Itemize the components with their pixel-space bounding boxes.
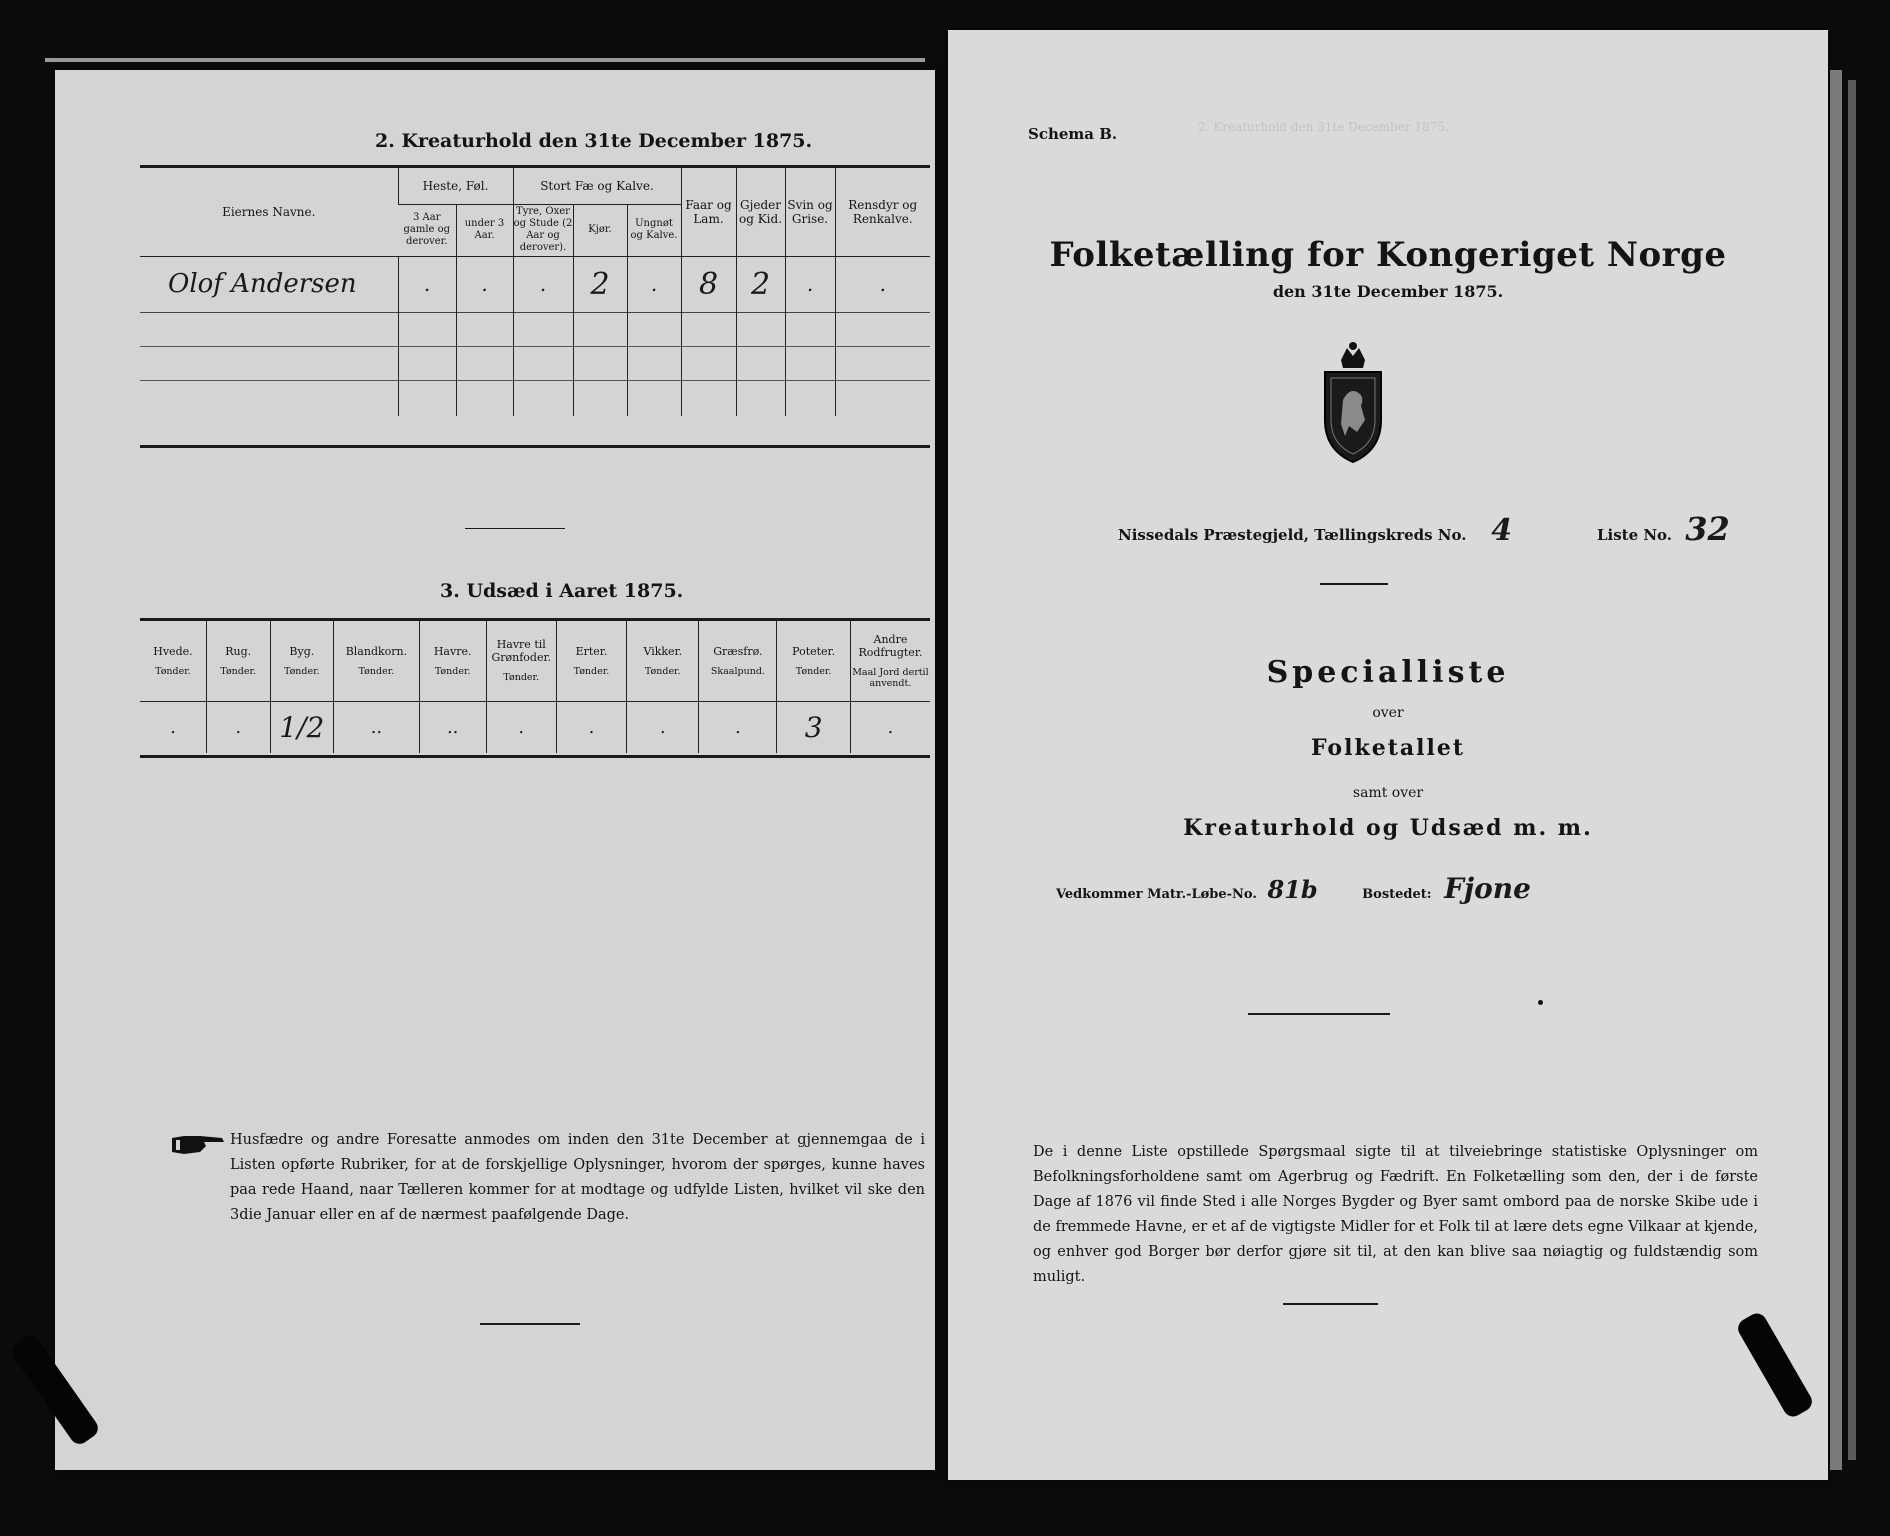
seed-header: [556, 621, 626, 701]
header-goats: Gjeder og Kid.: [736, 168, 785, 256]
bosted-label: Bostedet:: [1362, 887, 1432, 902]
header-sheep: Faar og Lam.: [681, 168, 736, 256]
seed-value-cell: .: [627, 701, 699, 753]
table-row: [140, 312, 930, 346]
cell-pigs: .: [785, 256, 835, 312]
seed-value-cell: .: [850, 701, 930, 753]
header-horse-group: Heste, Føl.: [398, 168, 513, 204]
seed-table: [140, 621, 930, 753]
table-rule: [140, 755, 930, 758]
header-cattle-a: Tyre, Oxer og Stude (2 Aar og derover).: [513, 204, 573, 256]
over-text: over: [1372, 705, 1404, 721]
matr-label: Vedkommer Matr.-Løbe-No.: [1056, 887, 1257, 902]
seed-value-cell: ..: [419, 701, 486, 753]
seed-value-cell: 1/2: [270, 701, 334, 753]
seed-header: [419, 621, 486, 701]
seed-header-unit: Tønder.: [573, 665, 610, 677]
seed-header-unit: Tønder.: [155, 665, 191, 677]
header-cattle-b: Kjør.: [573, 204, 627, 256]
seed-header-unit: Maal Jord dertil anvendt.: [852, 666, 929, 689]
cell-goats: 2: [736, 256, 785, 312]
seed-header-unit: Tønder.: [644, 665, 681, 677]
matrikkel-line: [1056, 872, 1531, 905]
bosted-value: Fjone: [1444, 872, 1531, 905]
table-rule: [140, 445, 930, 448]
seed-header-unit: Tønder.: [503, 672, 540, 684]
seed-header-name: Poteter.: [792, 644, 836, 658]
cell-cattle-c: .: [627, 256, 681, 312]
table-row: [140, 701, 930, 753]
footer-text: De i denne Liste opstillede Spørgsmaal sigte til at tilveiebringe statistiske Oplysninger om Befolkningsforholdene samt om Agerbrug og Fædrift. En Folketælling som den, der i de første Dage af 1876 vil finde Sted i alle Norges Bygder og Byer samt ombord paa de norske Skibe ude i de fremmede Havne, er et af de vigtigste Midler for et Folk til at lære dets egne Vilkaar at kjende, og enhver god Borger bør derfor gjøre sit til, at den kan blive saa nøiagtig og fuldstændig som muligt.: [1033, 1144, 1758, 1285]
cell-cattle-b: 2: [573, 256, 627, 312]
seed-header-unit: Tønder.: [358, 665, 395, 677]
livestock-table: [140, 168, 930, 416]
seed-header: [206, 621, 270, 701]
header-owner: Eiernes Navne.: [140, 168, 398, 256]
seed-value-cell: .: [699, 701, 777, 753]
cell-sheep: 8: [681, 256, 736, 312]
seed-header-name: Erter.: [575, 644, 608, 658]
seed-header-name: Byg.: [289, 644, 315, 658]
prestegjeld-label: Nissedals Præstegjeld,: [1118, 526, 1310, 544]
liste-label: Liste No.: [1596, 526, 1673, 544]
table-row: [140, 380, 930, 416]
bleed-through: 2. Kreaturhold den 31te December 1875.: [1198, 120, 1449, 134]
seed-value-cell: .: [206, 701, 270, 753]
page-edge: [45, 58, 925, 62]
coat-of-arms-icon: [1313, 340, 1393, 469]
seed-header-unit: Tønder.: [220, 665, 257, 677]
schema-label: Schema B.: [1028, 125, 1118, 143]
divider: [1320, 583, 1388, 585]
liste-number: 32: [1685, 510, 1730, 548]
seed-value-cell: ..: [334, 701, 420, 753]
table-row: [140, 256, 930, 312]
section3-title: 3. Udsæd i Aaret 1875.: [440, 580, 684, 602]
matr-number: 81b: [1267, 875, 1318, 904]
header-reindeer: Rensdyr og Renkalve.: [835, 168, 930, 256]
main-title: Folketælling for Kongeriget Norge: [1049, 235, 1727, 275]
seed-header-name: Havre til Grønfoder.: [491, 638, 551, 665]
seed-header: [627, 621, 699, 701]
seed-header-name: Rug.: [225, 644, 252, 658]
seed-header-name: Vikker.: [643, 644, 683, 658]
header-cattle-c: Ungnøt og Kalve.: [627, 204, 681, 256]
seed-header-unit: Skaalpund.: [710, 665, 765, 677]
cell-horse-b: .: [456, 256, 513, 312]
kreaturhold-text: Kreaturhold og Udsæd m. m.: [1183, 815, 1593, 841]
divider: [1248, 1013, 1390, 1015]
seed-header-name: Hvede.: [153, 644, 193, 658]
samt-over-text: samt over: [1352, 785, 1424, 801]
seed-header-unit: Tønder.: [795, 665, 832, 677]
page-edge: [1830, 70, 1842, 1470]
divider: [480, 1323, 580, 1325]
cell-cattle-a: .: [513, 256, 573, 312]
divider: [1283, 1303, 1378, 1305]
seed-header-name: Blandkorn.: [345, 644, 408, 658]
ink-dot: [1538, 1000, 1543, 1005]
specialliste-title: Specialliste: [1266, 655, 1510, 690]
section2-title: 2. Kreaturhold den 31te December 1875.: [375, 130, 813, 152]
kreds-label: Tællingskreds No.: [1314, 526, 1467, 544]
seed-value-cell: .: [170, 716, 176, 738]
seed-header: [486, 621, 556, 701]
seed-header: [140, 621, 206, 701]
seed-header-name: Havre.: [433, 644, 472, 658]
right-page: [948, 30, 1828, 1480]
seed-header: [777, 621, 851, 701]
seed-header-name: Andre Rodfrugter.: [858, 632, 923, 659]
seed-header: [850, 621, 930, 701]
cell-horse-a: .: [398, 256, 456, 312]
header-horse-a: 3 Aar gamle og derover.: [398, 204, 456, 256]
notice-text: Husfædre og andre Foresatte anmodes om inden den 31te December at gjennemgaa de i Listen opførte Rubriker, for at de forskjellige Oplysninger, hvorom der spørges, kunne haves paa rede Haand, naar Tælleren kommer for at modtage og udfylde Listen, hvilket vil ske den 3die Januar eller en af de nærmest paafølgende Dage.: [230, 1132, 925, 1223]
header-pigs: Svin og Grise.: [785, 168, 835, 256]
seed-header: [270, 621, 334, 701]
folketallet-text: Folketallet: [1311, 735, 1465, 761]
table-row: [140, 346, 930, 380]
divider: [465, 528, 565, 529]
district-line: [1118, 510, 1730, 548]
date-line: den 31te December 1875.: [1272, 282, 1504, 301]
cell-reindeer: .: [835, 256, 930, 312]
seed-header: [699, 621, 777, 701]
page-edge: [1848, 80, 1856, 1460]
kreds-number: 4: [1491, 513, 1513, 548]
seed-header-unit: Tønder.: [283, 665, 320, 677]
cell-owner: Olof Andersen: [168, 269, 357, 299]
seed-value-cell: 3: [777, 701, 851, 753]
seed-value-cell: .: [556, 701, 626, 753]
pointing-hand-icon: [170, 1130, 226, 1164]
seed-value-cell: .: [486, 701, 556, 753]
seed-header: [334, 621, 420, 701]
header-horse-b: under 3 Aar.: [456, 204, 513, 256]
left-page: [55, 70, 935, 1470]
seed-header-unit: Tønder.: [434, 665, 471, 677]
seed-header-name: Græsfrø.: [713, 644, 763, 658]
header-cattle-group: Stort Fæ og Kalve.: [513, 168, 681, 204]
